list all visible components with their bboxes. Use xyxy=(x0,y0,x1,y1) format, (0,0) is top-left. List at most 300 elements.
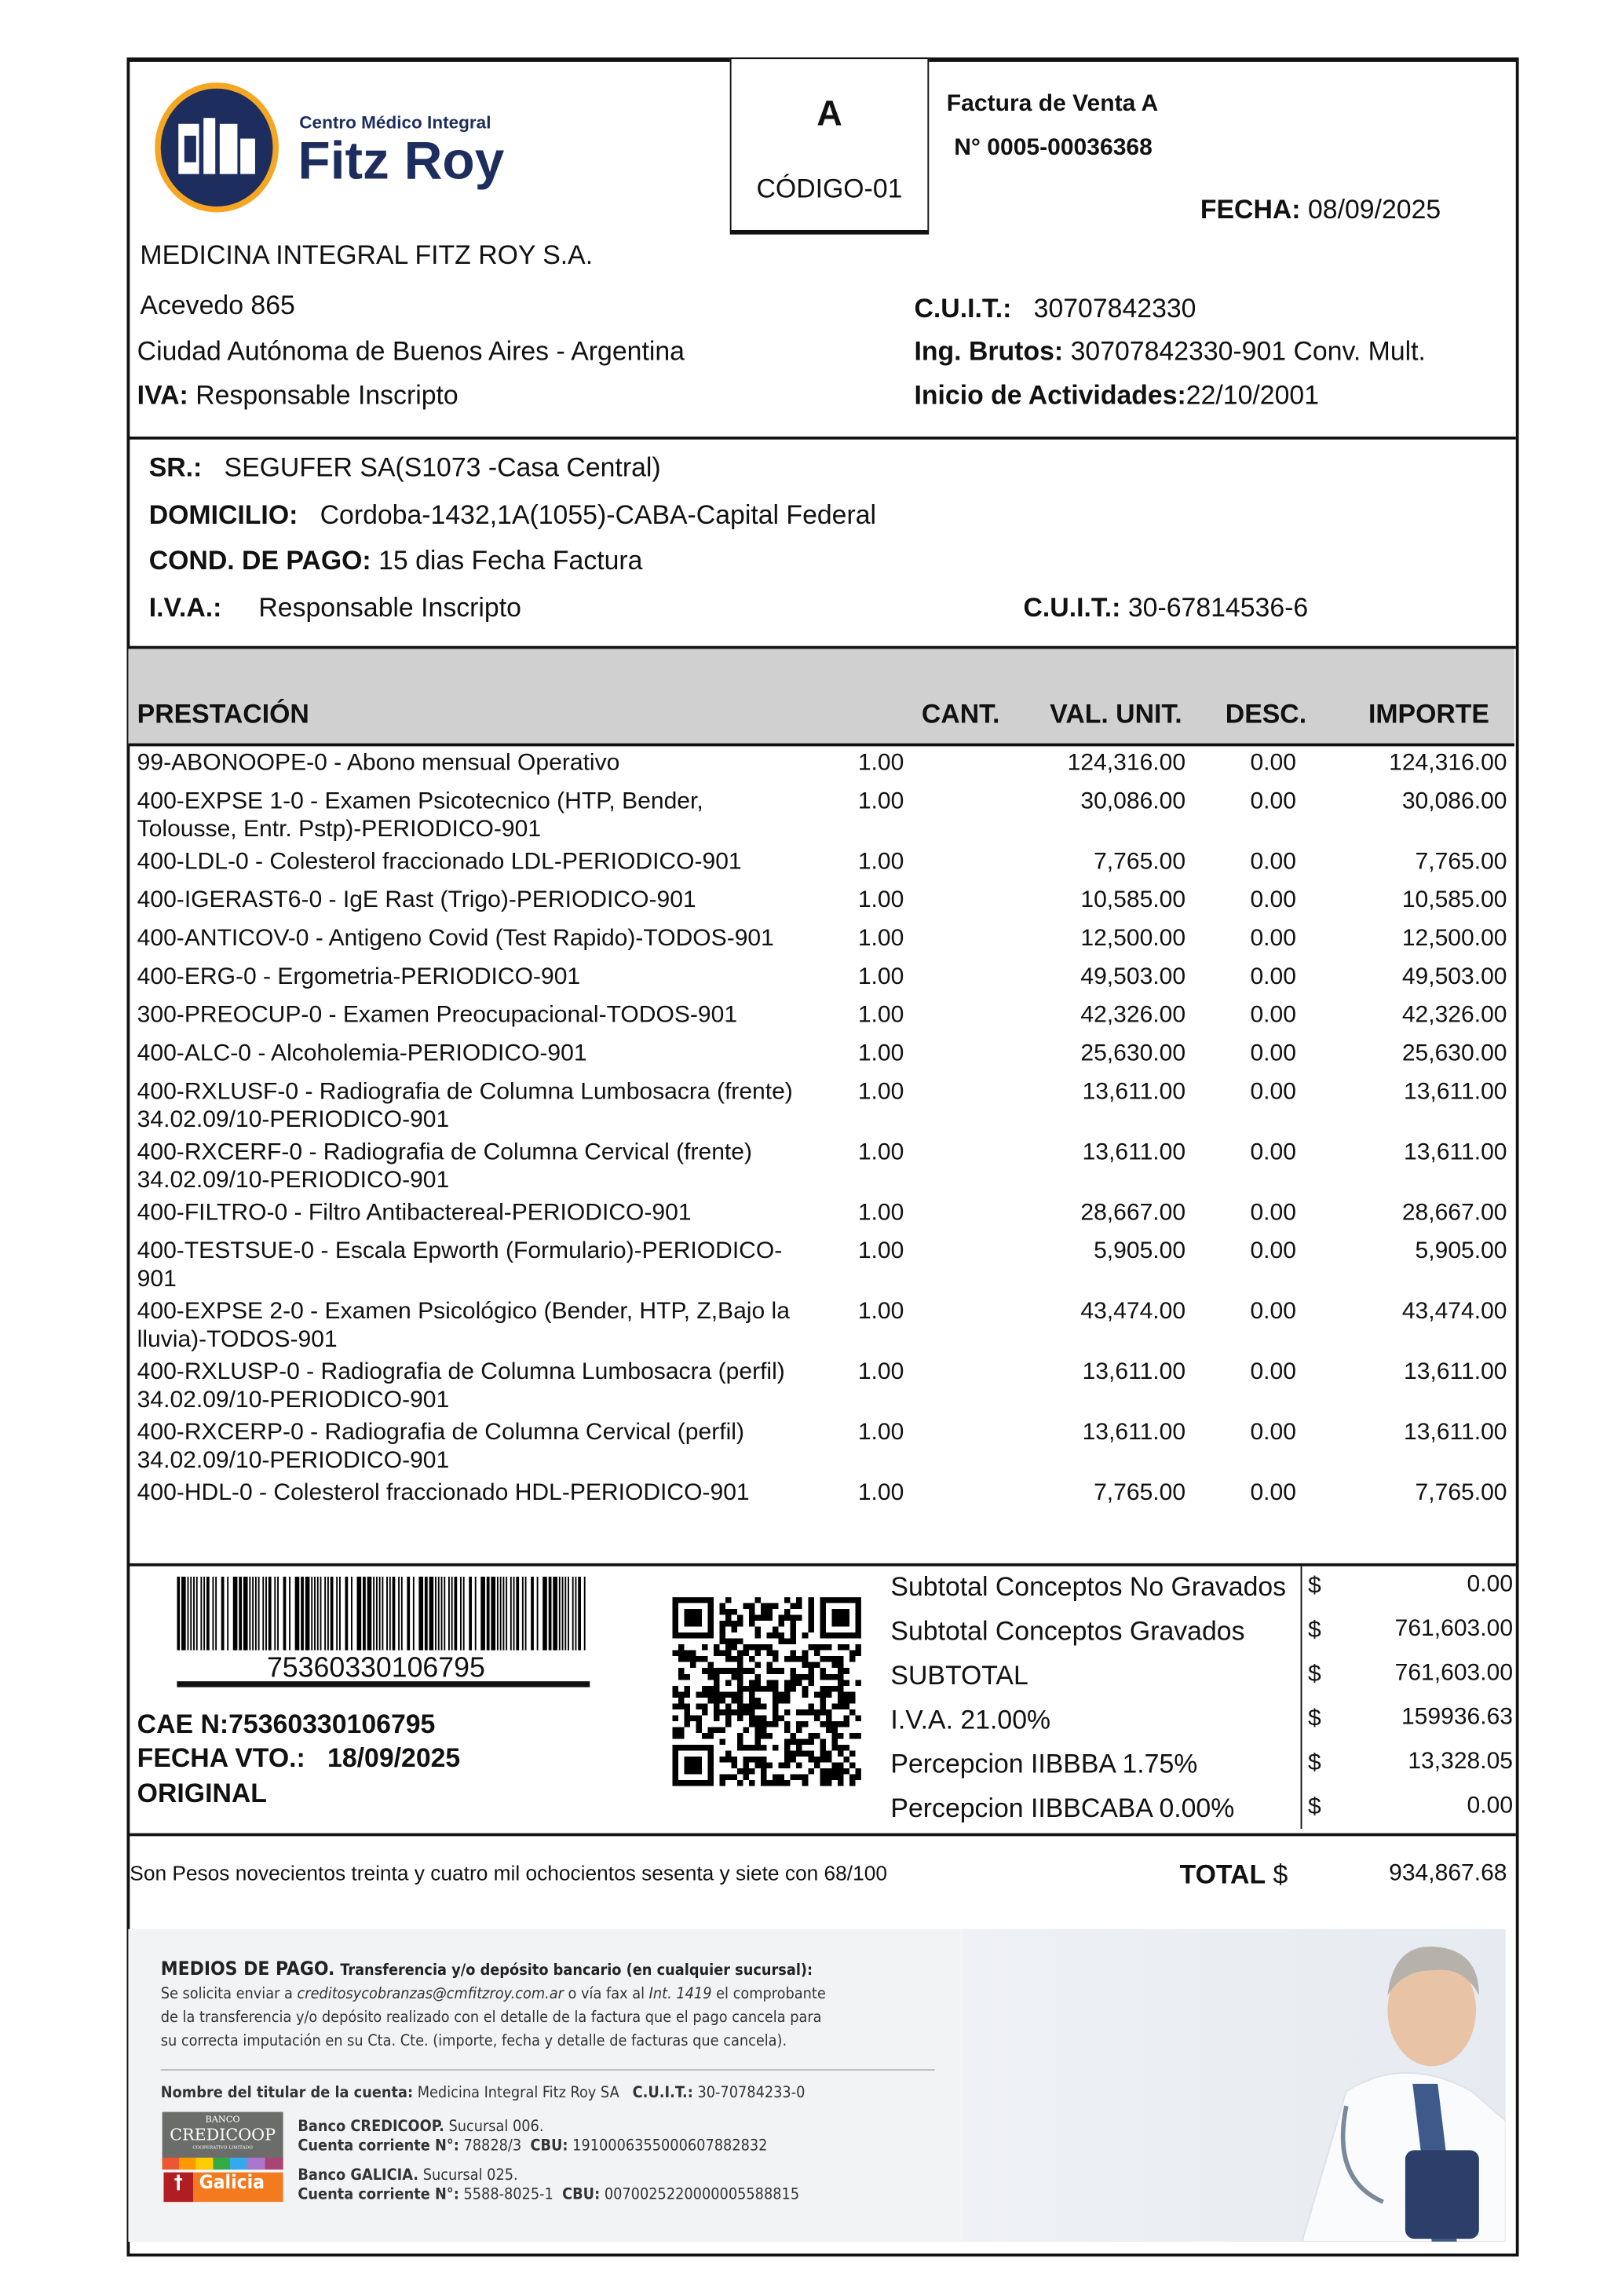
barcode-bar xyxy=(537,1577,539,1651)
item-description-line: 400-LDL-0 - Colesterol fraccionado LDL-PERIODICO-901 xyxy=(137,849,742,875)
totals-currency: $ xyxy=(1307,1794,1321,1820)
qr-module xyxy=(678,1698,685,1704)
item-disc: 0.00 xyxy=(1250,1139,1296,1165)
barcode-bar xyxy=(324,1577,326,1651)
cbu-label: CBU: xyxy=(562,2185,601,2204)
barcode-bar xyxy=(177,1577,180,1651)
qr-module xyxy=(720,1727,726,1733)
qr-module xyxy=(831,1727,838,1733)
qr-module xyxy=(784,1727,791,1733)
barcode-bar xyxy=(549,1577,552,1651)
qr-module xyxy=(767,1609,773,1615)
item-disc: 0.00 xyxy=(1250,1359,1296,1385)
item-amount: 124,316.00 xyxy=(1389,751,1507,776)
item-description-line: 400-ERG-0 - Ergometria-PERIODICO-901 xyxy=(137,964,581,990)
qr-module xyxy=(755,1632,762,1639)
item-description-line: 400-RXCERF-0 - Radiografia de Columna Cervical (frente) xyxy=(137,1139,752,1165)
qr-module xyxy=(737,1615,743,1621)
qr-module xyxy=(784,1780,791,1786)
qr-module xyxy=(755,1651,762,1657)
qr-module xyxy=(725,1709,732,1716)
qr-module xyxy=(784,1757,791,1763)
bank-branch: Sucursal 006. xyxy=(448,2118,544,2136)
barcode-bar xyxy=(274,1577,276,1651)
payment-text: el comprobante xyxy=(716,1985,826,2003)
item-disc: 0.00 xyxy=(1250,788,1296,814)
item-unit: 7,765.00 xyxy=(1094,1480,1186,1506)
qr-module xyxy=(773,1686,779,1692)
item-amount: 13,611.00 xyxy=(1404,1139,1507,1165)
barcode-bar xyxy=(239,1577,242,1651)
qr-module xyxy=(779,1615,785,1621)
payment-text: o vía fax al xyxy=(568,1985,645,2003)
qr-module xyxy=(684,1656,690,1662)
qr-module xyxy=(820,1738,826,1745)
qr-module xyxy=(791,1651,797,1657)
qr-module xyxy=(791,1757,797,1763)
barcode-bar xyxy=(269,1577,272,1651)
qr-module xyxy=(808,1738,814,1745)
qr-module xyxy=(779,1632,785,1639)
issuer-ib-value: 30707842330-901 Conv. Mult. xyxy=(1070,336,1426,366)
barcode-bar xyxy=(435,1577,437,1651)
qr-module xyxy=(796,1738,802,1745)
qr-module xyxy=(838,1662,844,1669)
client-dom-label: DOMICILIO: xyxy=(148,499,298,530)
qr-module xyxy=(808,1703,814,1709)
item-unit: 49,503.00 xyxy=(1080,964,1186,990)
qr-module xyxy=(720,1698,726,1704)
qr-module xyxy=(714,1668,720,1674)
item-cant: 1.00 xyxy=(857,751,904,776)
qr-module xyxy=(708,1727,714,1733)
qr-module xyxy=(749,1698,755,1704)
cae-value: 75360330106795 xyxy=(228,1709,436,1739)
barcode-bar xyxy=(525,1577,527,1651)
item-disc: 0.00 xyxy=(1250,1480,1296,1506)
qr-module xyxy=(820,1774,826,1780)
qr-module xyxy=(737,1733,743,1739)
item-description xyxy=(137,887,696,915)
qr-module xyxy=(767,1644,773,1651)
qr-module xyxy=(743,1757,750,1763)
qr-module xyxy=(773,1698,779,1704)
qr-module xyxy=(732,1691,738,1698)
qr-module xyxy=(826,1691,832,1698)
qr-module xyxy=(761,1768,767,1775)
item-description-line: 34.02.09/10-PERIODICO-901 xyxy=(137,1448,450,1474)
qr-module xyxy=(779,1774,785,1780)
qr-module xyxy=(720,1709,726,1716)
qr-module xyxy=(784,1738,791,1745)
qr-module xyxy=(720,1609,726,1615)
qr-module xyxy=(690,1715,696,1721)
qr-module xyxy=(720,1627,726,1633)
item-amount: 43,474.00 xyxy=(1401,1299,1507,1325)
qr-module xyxy=(702,1668,708,1674)
qr-module xyxy=(838,1644,844,1651)
qr-module xyxy=(672,1733,678,1739)
qr-module xyxy=(678,1644,685,1651)
table-row xyxy=(128,1001,1514,1040)
qr-module xyxy=(820,1674,826,1680)
client-pago-label: COND. DE PAGO: xyxy=(148,545,371,576)
qr-module xyxy=(725,1644,732,1651)
barcode-bar xyxy=(451,1577,453,1651)
qr-module xyxy=(737,1738,743,1745)
item-cant: 1.00 xyxy=(857,1359,904,1385)
qr-module xyxy=(672,1686,678,1692)
qr-module xyxy=(791,1733,797,1739)
qr-module xyxy=(796,1745,802,1751)
qr-module xyxy=(696,1715,703,1721)
barcode-bar xyxy=(513,1577,515,1651)
qr-module xyxy=(779,1762,785,1768)
barcode-bar xyxy=(510,1577,512,1651)
qr-module xyxy=(720,1639,726,1645)
col-cant: CANT. xyxy=(921,699,1000,729)
qr-module xyxy=(820,1703,826,1709)
item-description xyxy=(137,1078,793,1134)
qr-module xyxy=(732,1644,738,1651)
barcode-bar xyxy=(255,1577,257,1651)
qr-module xyxy=(761,1780,767,1786)
item-amount: 42,326.00 xyxy=(1401,1003,1507,1029)
totals-label: I.V.A. 21.00% xyxy=(890,1705,1051,1735)
qr-module xyxy=(743,1768,750,1775)
qr-module xyxy=(702,1644,708,1651)
qr-module xyxy=(802,1738,809,1745)
qr-module xyxy=(725,1721,732,1727)
cbu-number: 1910006355000607882832 xyxy=(572,2137,768,2155)
qr-module xyxy=(796,1721,802,1727)
qr-module xyxy=(779,1691,785,1698)
item-description xyxy=(137,1040,587,1068)
qr-module xyxy=(773,1745,779,1751)
item-disc: 0.00 xyxy=(1250,1041,1296,1066)
qr-module xyxy=(796,1603,802,1610)
barcode-bar xyxy=(584,1577,586,1651)
barcode-bar xyxy=(357,1577,362,1651)
qr-module xyxy=(767,1615,773,1621)
qr-module xyxy=(843,1680,849,1686)
qr-code[interactable] xyxy=(672,1597,860,1786)
qr-module xyxy=(796,1774,802,1780)
qr-module xyxy=(773,1632,779,1639)
qr-module xyxy=(814,1691,820,1698)
qr-module xyxy=(732,1698,738,1704)
qr-module xyxy=(732,1757,738,1763)
barcode-bar xyxy=(386,1577,388,1651)
barcode-bar xyxy=(181,1577,186,1651)
qr-module xyxy=(761,1609,767,1615)
item-description xyxy=(137,1199,692,1227)
item-cant: 1.00 xyxy=(857,887,904,913)
qr-module xyxy=(749,1603,755,1610)
qr-module xyxy=(714,1709,720,1716)
qr-module xyxy=(843,1721,849,1727)
qr-module xyxy=(826,1686,832,1692)
qr-module xyxy=(808,1768,814,1775)
qr-module xyxy=(684,1686,690,1692)
barcode-bar xyxy=(367,1577,372,1651)
qr-module xyxy=(808,1615,814,1621)
table-row xyxy=(128,788,1514,848)
cae-label: CAE N: xyxy=(137,1709,229,1739)
item-description-line: lluvia)-TODOS-901 xyxy=(137,1327,338,1353)
qr-module xyxy=(737,1703,743,1709)
barcode-bar xyxy=(301,1577,304,1651)
item-description xyxy=(137,1479,750,1508)
acct-label: Cuenta corriente N°: xyxy=(298,2185,459,2204)
issuer-iva-label: IVA: xyxy=(137,380,188,411)
barcode-bar xyxy=(480,1577,485,1651)
qr-module xyxy=(761,1615,767,1621)
qr-module xyxy=(831,1738,838,1745)
table-row xyxy=(128,1040,1514,1078)
barcode-bar xyxy=(491,1577,495,1651)
qr-module xyxy=(749,1703,755,1709)
qr-module xyxy=(732,1621,738,1627)
qr-module xyxy=(749,1745,755,1751)
qr-module xyxy=(732,1674,738,1680)
issuer-ib-label: Ing. Brutos: xyxy=(914,336,1064,366)
qr-module xyxy=(672,1651,678,1657)
qr-module xyxy=(820,1750,826,1757)
qr-module xyxy=(696,1656,703,1662)
qr-module xyxy=(808,1674,814,1680)
item-description-line: Tolousse, Entr. Pstp)-PERIODICO-901 xyxy=(137,817,542,843)
galicia-cross-icon: † xyxy=(163,2173,193,2203)
qr-module xyxy=(814,1644,820,1651)
qr-module xyxy=(678,1668,685,1674)
barcode-bar xyxy=(283,1577,287,1651)
qr-module xyxy=(702,1686,708,1692)
qr-module xyxy=(843,1703,849,1709)
qr-module xyxy=(725,1615,732,1621)
qr-module xyxy=(714,1680,720,1686)
qr-module xyxy=(761,1727,767,1733)
qr-module xyxy=(826,1780,832,1786)
item-description xyxy=(137,749,620,777)
qr-module xyxy=(690,1651,696,1657)
qr-module xyxy=(796,1750,802,1757)
qr-module xyxy=(784,1709,791,1716)
item-amount: 28,667.00 xyxy=(1401,1200,1507,1226)
qr-module xyxy=(773,1603,779,1610)
qr-module xyxy=(808,1603,814,1610)
totals-value: 0.00 xyxy=(1467,1793,1514,1819)
item-amount: 30,086.00 xyxy=(1401,788,1507,814)
qr-module xyxy=(831,1656,838,1662)
barcode-bar xyxy=(243,1577,248,1651)
item-disc: 0.00 xyxy=(1250,1003,1296,1029)
qr-module xyxy=(855,1680,861,1686)
client-name: SEGUFER SA(S1073 -Casa Central) xyxy=(224,452,661,483)
qr-module xyxy=(755,1745,762,1751)
qr-module xyxy=(838,1674,844,1680)
qr-module xyxy=(737,1662,743,1669)
item-disc: 0.00 xyxy=(1250,751,1296,776)
qr-module xyxy=(737,1674,743,1680)
qr-module xyxy=(838,1780,844,1786)
item-cant: 1.00 xyxy=(857,849,904,875)
qr-module xyxy=(831,1774,838,1780)
qr-module xyxy=(773,1656,779,1662)
barcode-bar xyxy=(249,1577,250,1651)
qr-module xyxy=(737,1639,743,1645)
issuer-iva-value: Responsable Inscripto xyxy=(195,380,458,411)
barcode-bar xyxy=(221,1577,225,1651)
qr-module xyxy=(696,1727,703,1733)
qr-module xyxy=(690,1662,696,1669)
qr-module xyxy=(838,1768,844,1775)
qr-module xyxy=(796,1656,802,1662)
qr-module xyxy=(761,1757,767,1763)
qr-module xyxy=(755,1727,762,1733)
item-unit: 5,905.00 xyxy=(1094,1238,1186,1264)
qr-module xyxy=(690,1656,696,1662)
item-description-line: 400-EXPSE 2-0 - Examen Psicológico (Bender, HTP, Z,Bajo la xyxy=(137,1299,790,1325)
qr-module xyxy=(743,1668,750,1674)
qr-module xyxy=(720,1632,726,1639)
qr-module xyxy=(678,1651,685,1657)
payment-text: su correcta imputación en su Cta. Cte. (importe, fecha y detalle de facturas que cancela). xyxy=(160,2032,787,2050)
barcode-bar xyxy=(351,1577,353,1651)
qr-module xyxy=(826,1715,832,1721)
qr-module xyxy=(849,1780,856,1786)
qr-module xyxy=(737,1686,743,1692)
qr-module xyxy=(849,1733,856,1739)
qr-module xyxy=(808,1757,814,1763)
item-cant: 1.00 xyxy=(857,964,904,990)
qr-module xyxy=(743,1603,750,1610)
qr-module xyxy=(761,1715,767,1721)
item-description xyxy=(137,848,742,876)
qr-module xyxy=(743,1703,750,1709)
qr-module xyxy=(808,1709,814,1716)
qr-module xyxy=(725,1774,732,1780)
qr-module xyxy=(737,1715,743,1721)
qr-module xyxy=(838,1691,844,1698)
qr-module xyxy=(779,1621,785,1627)
barcode-bar xyxy=(379,1577,381,1651)
totals-currency: $ xyxy=(1307,1750,1321,1776)
barcode-bar xyxy=(314,1577,316,1651)
barcode-bar xyxy=(578,1577,581,1651)
qr-module xyxy=(755,1674,762,1680)
qr-module xyxy=(855,1651,861,1657)
qr-module xyxy=(702,1733,708,1739)
client-payment-terms: 15 dias Fecha Factura xyxy=(378,545,643,576)
item-disc: 0.00 xyxy=(1250,1299,1296,1325)
barcode-bar xyxy=(562,1577,564,1651)
item-disc: 0.00 xyxy=(1250,926,1296,952)
barcode-bar xyxy=(188,1577,189,1651)
item-amount: 13,611.00 xyxy=(1404,1359,1507,1385)
qr-module xyxy=(849,1651,856,1657)
qr-module xyxy=(737,1780,743,1786)
qr-module xyxy=(838,1668,844,1674)
vto-value: 18/09/2025 xyxy=(327,1743,461,1773)
qr-finder xyxy=(831,1609,849,1627)
acct-number: 78828/3 xyxy=(463,2137,522,2155)
qr-module xyxy=(678,1727,685,1733)
qr-module xyxy=(702,1709,708,1716)
table-row xyxy=(128,1199,1514,1238)
qr-module xyxy=(737,1651,743,1657)
qr-module xyxy=(802,1662,809,1669)
qr-module xyxy=(702,1703,708,1709)
barcode-bar xyxy=(425,1577,428,1651)
qr-module xyxy=(684,1715,690,1721)
qr-module xyxy=(773,1780,779,1786)
qr-module xyxy=(838,1703,844,1709)
table-row xyxy=(128,1419,1514,1479)
item-unit: 13,611.00 xyxy=(1082,1359,1186,1385)
qr-module xyxy=(796,1709,802,1716)
barcode-bar xyxy=(196,1577,198,1651)
qr-module xyxy=(814,1651,820,1657)
item-unit: 10,585.00 xyxy=(1080,887,1186,913)
barcode xyxy=(177,1577,590,1651)
item-amount: 25,630.00 xyxy=(1401,1041,1507,1066)
qr-module xyxy=(814,1662,820,1669)
qr-module xyxy=(725,1656,732,1662)
date-label: FECHA: xyxy=(1200,194,1301,225)
payment-email[interactable]: creditosycobranzas@cmfitzroy.com.ar xyxy=(297,1985,564,2003)
copy-label: ORIGINAL xyxy=(137,1779,267,1808)
qr-module xyxy=(849,1774,856,1780)
item-description-line: 400-RXLUSF-0 - Radiografia de Columna Lumbosacra (frente) xyxy=(137,1079,793,1105)
client-cuit-label: C.U.I.T.: xyxy=(1023,593,1121,623)
qr-module xyxy=(725,1609,732,1615)
qr-module xyxy=(672,1715,678,1721)
acct-number: 5588-8025-1 xyxy=(463,2185,553,2204)
qr-module xyxy=(791,1627,797,1633)
col-disc: DESC. xyxy=(1225,699,1307,729)
qr-module xyxy=(838,1733,844,1739)
table-row xyxy=(128,1139,1514,1199)
item-amount: 13,611.00 xyxy=(1404,1079,1507,1105)
issuer-cuit-value: 30707842330 xyxy=(1033,293,1196,324)
barcode-bar xyxy=(444,1577,445,1651)
date-value: 08/09/2025 xyxy=(1307,194,1441,225)
qr-module xyxy=(808,1733,814,1739)
qr-module xyxy=(855,1733,861,1739)
barcode-bar xyxy=(401,1577,403,1651)
barcode-bar xyxy=(305,1577,310,1651)
barcode-bar xyxy=(227,1577,228,1651)
qr-module xyxy=(831,1674,838,1680)
qr-module xyxy=(838,1680,844,1686)
barcode-bar xyxy=(317,1577,319,1651)
item-disc: 0.00 xyxy=(1250,1079,1296,1105)
qr-module xyxy=(720,1780,726,1786)
qr-module xyxy=(820,1768,826,1775)
item-disc: 0.00 xyxy=(1250,964,1296,990)
qr-module xyxy=(796,1762,802,1768)
qr-module xyxy=(849,1698,856,1704)
doctor-photo xyxy=(963,1929,1505,2242)
qr-module xyxy=(849,1750,856,1757)
qr-module xyxy=(737,1668,743,1674)
qr-module xyxy=(820,1656,826,1662)
qr-module xyxy=(749,1691,755,1698)
item-amount: 13,611.00 xyxy=(1404,1420,1507,1446)
qr-module xyxy=(696,1721,703,1727)
logo-text: Galicia xyxy=(199,2172,265,2195)
